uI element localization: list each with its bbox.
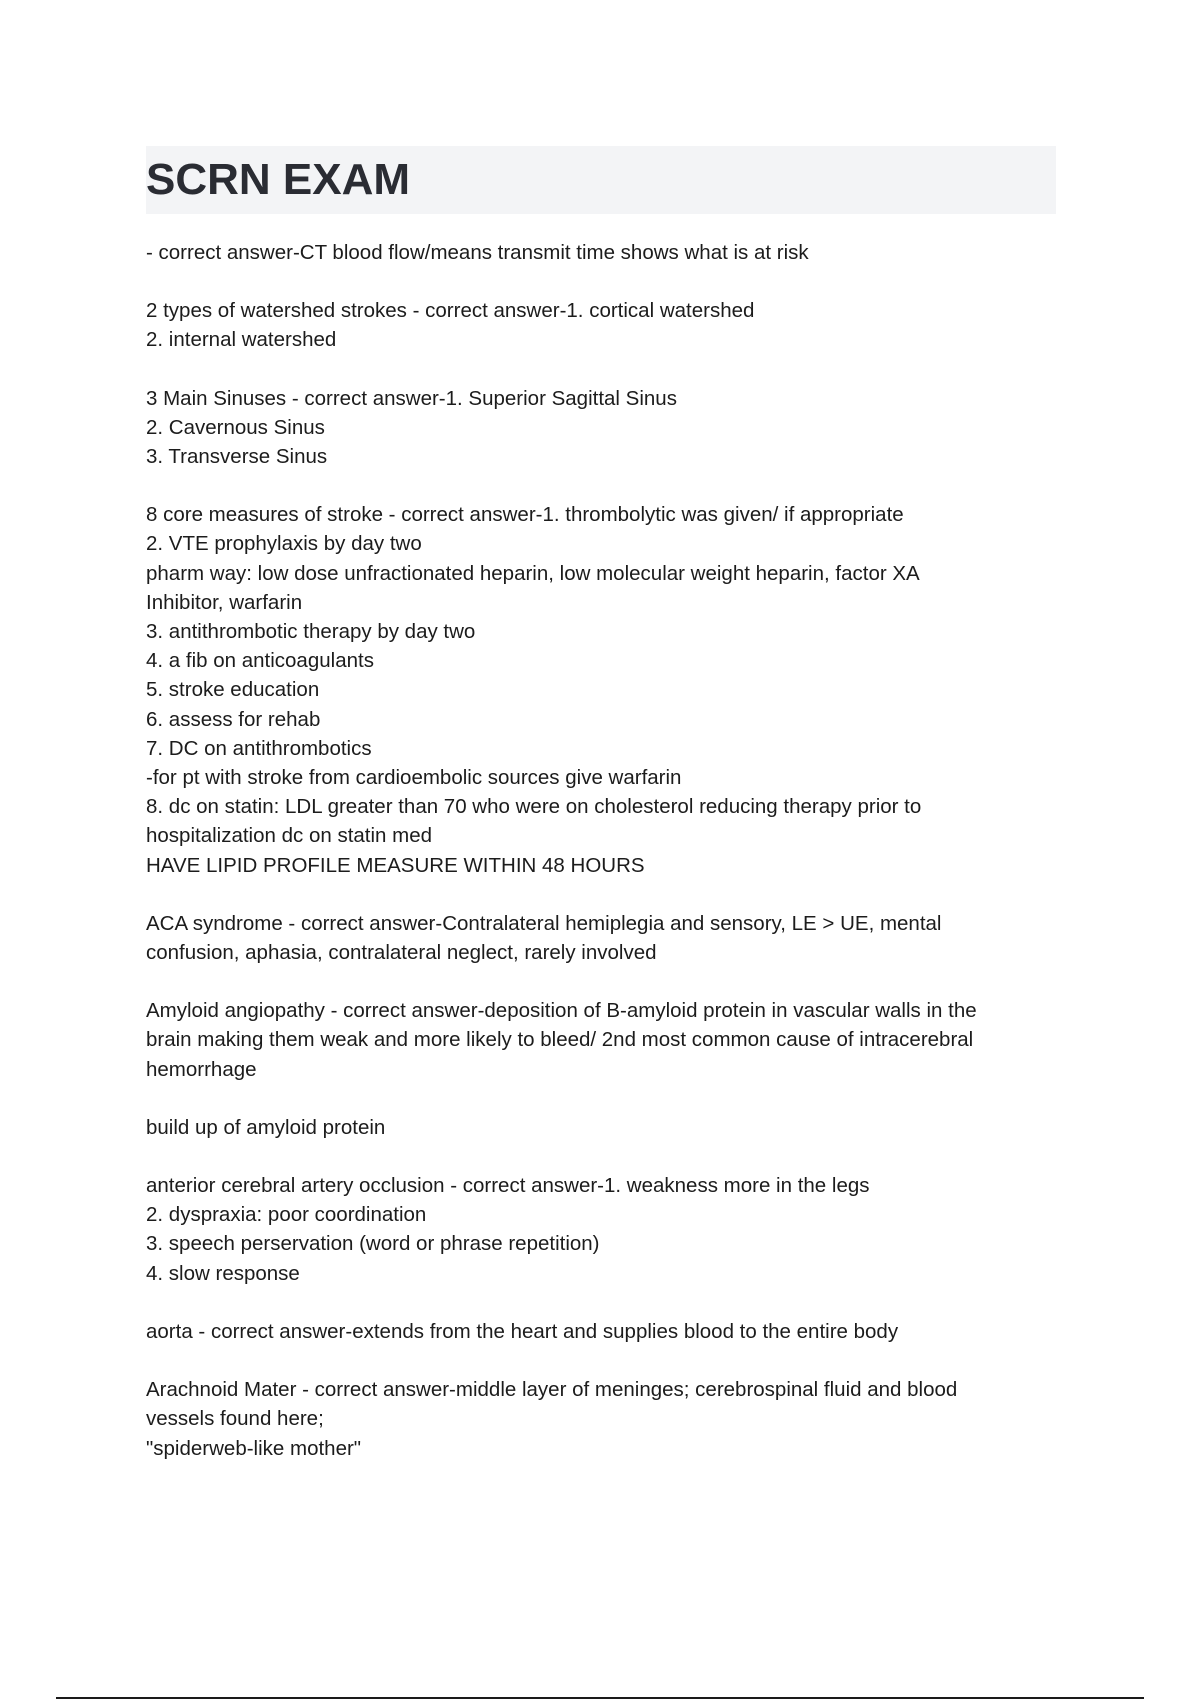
entry-line: brain making them weak and more likely to bleed/ 2nd most common cause of intracerebral xyxy=(146,1028,974,1052)
entry-line: anterior cerebral artery occlusion - correct answer-1. weakness more in the legs xyxy=(146,1174,870,1198)
entry-line: 2. Cavernous Sinus xyxy=(146,415,325,439)
qa-entry xyxy=(146,238,1056,267)
entry-line: hospitalization dc on statin med xyxy=(146,824,433,848)
qa-entry xyxy=(146,909,1056,967)
title-band xyxy=(146,146,1056,214)
entry-line: aorta - correct answer-extends from the heart and supplies blood to the entire body xyxy=(146,1319,899,1343)
qa-entry xyxy=(146,384,1056,472)
qa-entry xyxy=(146,1317,1056,1346)
entry-line: 6. assess for rehab xyxy=(146,707,321,731)
entry-line: 5. stroke education xyxy=(146,678,320,702)
entry-line: 3. Transverse Sinus xyxy=(146,445,328,469)
entry-line: 2 types of watershed strokes - correct answer-1. cortical watershed xyxy=(146,299,755,323)
entry-line: 2. dyspraxia: poor coordination xyxy=(146,1203,427,1227)
entry-line: - correct answer-CT blood flow/means transmit time shows what is at risk xyxy=(146,241,809,264)
entry-line: 3 Main Sinuses - correct answer-1. Superior Sagittal Sinus xyxy=(146,386,677,410)
entry-line: 4. slow response xyxy=(146,1261,300,1285)
document-body xyxy=(146,238,1056,1492)
qa-entry xyxy=(146,1113,1056,1142)
entry-line: vessels found here; xyxy=(146,1407,324,1431)
entry-line: ACA syndrome - correct answer-Contralateral hemiplegia and sensory, LE > UE, mental xyxy=(146,911,942,935)
entry-line: hemorrhage xyxy=(146,1057,257,1081)
entry-line: 7. DC on antithrombotics xyxy=(146,736,372,760)
entry-line: pharm way: low dose unfractionated heparin, low molecular weight heparin, factor XA xyxy=(146,561,920,585)
entry-line: 2. internal watershed xyxy=(146,328,337,352)
entry-line: "spiderweb-like mother" xyxy=(146,1436,362,1460)
entry-line: Arachnoid Mater - correct answer-middle layer of meninges; cerebrospinal fluid and blood xyxy=(146,1378,958,1402)
qa-entry xyxy=(146,500,1056,880)
entry-line: Inhibitor, warfarin xyxy=(146,590,303,614)
entry-line: 8 core measures of stroke - correct answer-1. thrombolytic was given/ if appropriate xyxy=(146,503,904,527)
entry-line: build up of amyloid protein xyxy=(146,1115,386,1139)
qa-entry xyxy=(146,996,1056,1084)
entry-line: 8. dc on statin: LDL greater than 70 who were on cholesterol reducing therapy prior to xyxy=(146,795,922,819)
entry-line: Amyloid angiopathy - correct answer-deposition of B-amyloid protein in vascular walls in the xyxy=(146,999,977,1023)
qa-entry xyxy=(146,1375,1056,1463)
entry-line: 4. a fib on anticoagulants xyxy=(146,649,374,673)
entry-line: 3. speech perservation (word or phrase repetition) xyxy=(146,1232,600,1256)
entry-line: confusion, aphasia, contralateral neglect, rarely involved xyxy=(146,941,657,965)
entry-line: 2. VTE prophylaxis by day two xyxy=(146,532,422,556)
entry-line: -for pt with stroke from cardioembolic sources give warfarin xyxy=(146,766,682,790)
page-title: SCRN EXAM xyxy=(146,155,411,204)
page-bottom-divider xyxy=(56,1697,1144,1699)
qa-entry xyxy=(146,296,1056,354)
entry-line: HAVE LIPID PROFILE MEASURE WITHIN 48 HOURS xyxy=(146,853,645,877)
qa-entry xyxy=(146,1171,1056,1288)
entry-line: 3. antithrombotic therapy by day two xyxy=(146,620,476,644)
